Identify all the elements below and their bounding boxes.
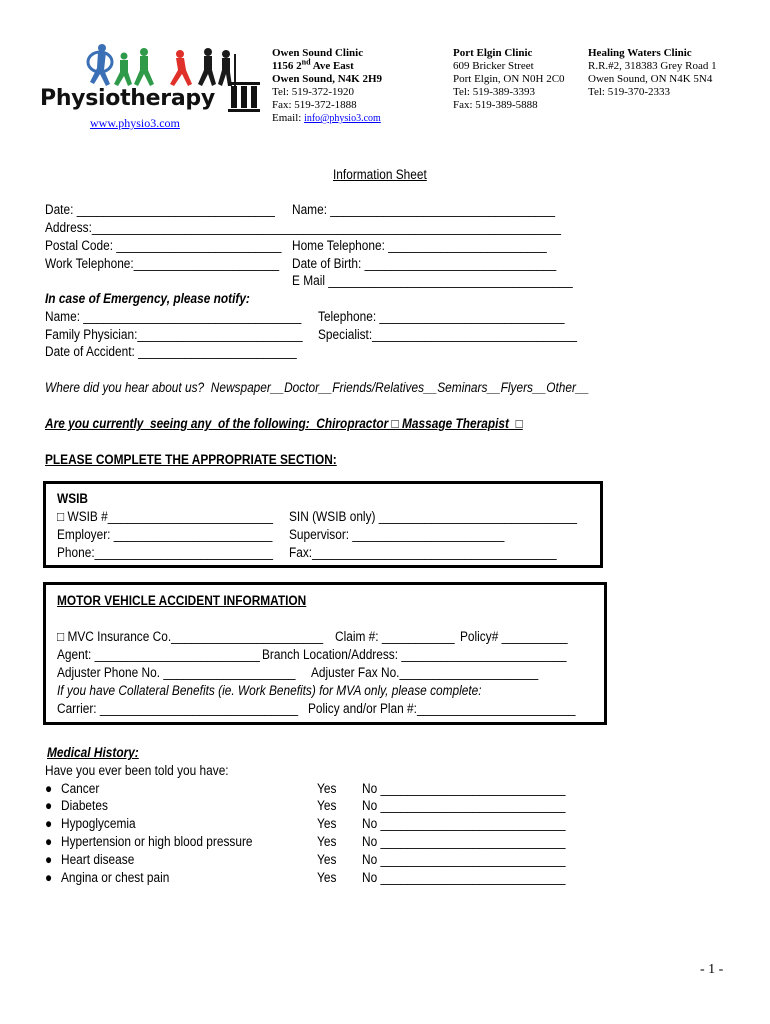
policy-plan-field[interactable]: Policy and/or Plan #:________________________ [308,701,576,716]
adjuster-phone-field[interactable]: Adjuster Phone No. ____________________ [57,665,296,680]
port-elgin-address2: Port Elgin, ON N0H 2C0 [453,73,565,85]
condition-bullet: ● [45,870,53,885]
referral-source-question[interactable]: Where did you hear about us? Newspaper__Doctor__Friends/Relatives__Seminars__Flyers__Other__ [45,380,590,395]
condition-bullet: ● [45,798,53,813]
healing-waters-tel: Tel: 519-370-2333 [588,86,671,98]
date-field[interactable]: Date: ______________________________ [45,202,275,217]
medical-history-heading: Medical History: [47,745,139,760]
owen-sound-email [272,112,382,125]
carrier-field[interactable]: Carrier: ______________________________ [57,701,299,716]
condition-label: Hypertension or high blood pressure [61,834,253,849]
date-of-birth-field[interactable]: Date of Birth: _____________________________ [292,256,557,271]
condition-bullet: ● [45,816,53,831]
address1-pre: 1156 2 [272,60,302,72]
port-elgin-tel: Tel: 519-389-3393 [453,86,536,98]
healing-waters-address2: Owen Sound, ON N4K 5N4 [588,73,713,85]
work-telephone-field[interactable]: Work Telephone:______________________ [45,256,280,271]
specialist-field[interactable]: Specialist:_______________________________ [318,327,577,342]
home-telephone-field[interactable]: Home Telephone: ________________________ [292,238,547,253]
healing-waters-clinic-block [588,47,717,99]
supervisor-field[interactable]: Supervisor: _______________________ [289,527,505,542]
medical-history-question: Have you ever been told you have: [45,763,229,778]
yes-option[interactable]: Yes [317,798,337,813]
email-field[interactable]: E Mail _____________________________________ [292,273,573,288]
adjuster-fax-field[interactable]: Adjuster Fax No._____________________ [311,665,539,680]
website-link[interactable]: www.physio3.com [90,116,180,130]
current-providers-question[interactable]: Are you currently seeing any of the following: Chiropractor □ Massage Therapist □ [45,416,523,431]
no-option[interactable]: No ____________________________ [362,781,566,796]
page-title: Information Sheet [333,167,427,182]
address1-sup: nd [301,57,311,67]
healing-waters-clinic-name: Healing Waters Clinic [588,47,692,59]
address-field[interactable]: Address:_______________________________________________________________________ [45,220,561,235]
yes-option[interactable]: Yes [317,870,337,885]
wsib-heading: WSIB [57,491,89,506]
complete-section-heading: PLEASE COMPLETE THE APPROPRIATE SECTION: [45,452,337,467]
no-option[interactable]: No ____________________________ [362,816,566,831]
policy-number-field[interactable]: Policy# __________ [460,629,568,644]
port-elgin-clinic-name: Port Elgin Clinic [453,47,533,59]
condition-label: Hypoglycemia [61,816,136,831]
condition-label: Heart disease [61,852,135,867]
agent-field[interactable]: Agent: _________________________ [57,647,260,662]
emergency-telephone-field[interactable]: Telephone: ____________________________ [318,309,565,324]
logo [40,40,240,116]
port-elgin-clinic-block [453,47,565,112]
emergency-name-field[interactable]: Name: _________________________________ [45,309,302,324]
employer-field[interactable]: Employer: ________________________ [57,527,273,542]
family-physician-field[interactable]: Family Physician:_________________________ [45,327,303,342]
logo-mark [226,82,262,112]
owen-sound-address2: Owen Sound, N4K 2H9 [272,73,383,85]
owen-sound-clinic-name: Owen Sound Clinic [272,47,364,59]
healing-waters-address1: R.R.#2, 318383 Grey Road 1 [588,60,717,72]
owen-sound-address1 [272,57,382,73]
condition-label: Angina or chest pain [61,870,170,885]
condition-bullet: ● [45,852,53,867]
condition-bullet: ● [45,834,53,849]
collateral-benefits-note: If you have Collateral Benefits (ie. Work Benefits) for MVA only, please complete: [57,683,482,698]
no-option[interactable]: No ____________________________ [362,870,566,885]
no-option[interactable]: No ____________________________ [362,798,566,813]
email-link[interactable]: info@physio3.com [304,113,381,124]
address1-post: Ave East [310,60,354,72]
wsib-phone-field[interactable]: Phone:___________________________ [57,545,274,560]
page-number: - 1 - [700,962,724,977]
name-field[interactable]: Name: __________________________________ [292,202,555,217]
port-elgin-fax: Fax: 519-389-5888 [453,99,538,111]
owen-sound-clinic-block [272,47,382,125]
port-elgin-address1: 609 Bricker Street [453,60,534,72]
date-of-accident-field[interactable]: Date of Accident: ________________________ [45,344,297,359]
owen-sound-fax: Fax: 519-372-1888 [272,99,357,111]
logo-text: Physiotherapy [40,86,215,111]
mva-heading: MOTOR VEHICLE ACCIDENT INFORMATION [57,593,307,608]
postal-code-field[interactable]: Postal Code: _________________________ [45,238,282,253]
wsib-fax-field[interactable]: Fax:_____________________________________ [289,545,557,560]
yes-option[interactable]: Yes [317,816,337,831]
owen-sound-tel: Tel: 519-372-1920 [272,86,355,98]
yes-option[interactable]: Yes [317,781,337,796]
emergency-heading: In case of Emergency, please notify: [45,291,250,306]
no-option[interactable]: No ____________________________ [362,852,566,867]
no-option[interactable]: No ____________________________ [362,834,566,849]
branch-location-field[interactable]: Branch Location/Address: _________________________ [262,647,567,662]
mvc-insurance-field[interactable]: □ MVC Insurance Co._______________________ [57,629,324,644]
roman-three-icon [226,82,262,112]
email-label: Email: [272,112,305,124]
yes-option[interactable]: Yes [317,852,337,867]
condition-label: Cancer [61,781,100,796]
wsib-number-field[interactable]: □ WSIB #_________________________ [57,509,273,524]
sin-field[interactable]: SIN (WSIB only) ______________________________ [289,509,577,524]
claim-number-field[interactable]: Claim #: ___________ [335,629,455,644]
yes-option[interactable]: Yes [317,834,337,849]
condition-bullet: ● [45,781,53,796]
condition-label: Diabetes [61,798,108,813]
